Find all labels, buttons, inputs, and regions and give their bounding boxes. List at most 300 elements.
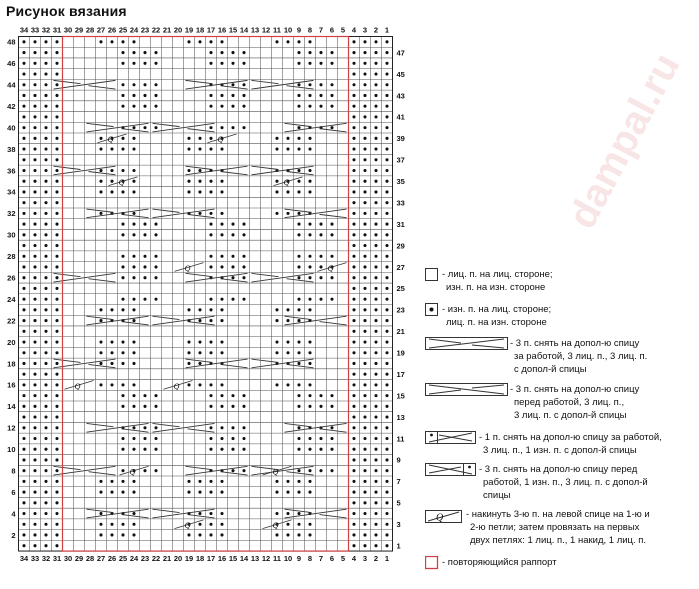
purl-dot (374, 437, 377, 440)
purl-dot (55, 448, 58, 451)
row-number-right: 25 (396, 284, 405, 294)
purl-dot (242, 448, 245, 451)
purl-dot (352, 416, 355, 419)
purl-dot (363, 212, 366, 215)
purl-dot (33, 212, 36, 215)
purl-dot (308, 190, 311, 193)
purl-dot (55, 491, 58, 494)
purl-dot (33, 523, 36, 526)
purl-dot (352, 533, 355, 536)
purl-dot (374, 244, 377, 247)
purl-dot (143, 405, 146, 408)
purl-dot (44, 351, 47, 354)
purl-dot (220, 190, 223, 193)
purl-dot (374, 276, 377, 279)
purl-dot (33, 51, 36, 54)
column-number-bottom: 17 (206, 554, 216, 564)
purl-dot (385, 83, 388, 86)
purl-dot (44, 383, 47, 386)
purl-dot (374, 115, 377, 118)
purl-dot (121, 394, 124, 397)
purl-dot (352, 287, 355, 290)
purl-dot (352, 244, 355, 247)
purl-dot (286, 340, 289, 343)
purl-dot (209, 437, 212, 440)
purl-dot (330, 105, 333, 108)
purl-dot (330, 394, 333, 397)
purl-dot (55, 416, 58, 419)
legend-item-repeat (442, 556, 557, 569)
purl-dot (55, 383, 58, 386)
purl-dot (385, 287, 388, 290)
purl-dot (286, 491, 289, 494)
purl-dot (132, 137, 135, 140)
purl-dot (33, 126, 36, 129)
purl-dot (22, 362, 25, 365)
purl-dot (209, 105, 212, 108)
purl-dot (242, 426, 245, 429)
column-number-bottom: 21 (162, 554, 172, 564)
purl-dot (374, 533, 377, 536)
purl-dot (99, 351, 102, 354)
purl-dot (352, 233, 355, 236)
purl-dot (33, 83, 36, 86)
column-number-top: 14 (239, 25, 249, 35)
column-number-bottom: 27 (96, 554, 106, 564)
purl-dot (110, 308, 113, 311)
purl-dot (308, 276, 311, 279)
purl-dot (220, 405, 223, 408)
purl-dot (385, 255, 388, 258)
purl-dot (44, 51, 47, 54)
purl-dot (198, 491, 201, 494)
purl-dot (44, 405, 47, 408)
purl-dot (352, 544, 355, 547)
purl-dot (242, 276, 245, 279)
purl-dot (99, 533, 102, 536)
row-number-right: 1 (396, 541, 401, 551)
wrap-symbol: Q (272, 467, 279, 477)
purl-dot (55, 340, 58, 343)
purl-dot (132, 62, 135, 65)
purl-dot (242, 469, 245, 472)
purl-dot (231, 426, 234, 429)
purl-dot (22, 287, 25, 290)
purl-dot (363, 180, 366, 183)
purl-dot (55, 469, 58, 472)
purl-dot (363, 362, 366, 365)
purl-dot (44, 426, 47, 429)
purl-dot (330, 469, 333, 472)
purl-dot (132, 319, 135, 322)
purl-dot (385, 533, 388, 536)
purl-dot (33, 265, 36, 268)
row-number-left: 40 (7, 123, 16, 133)
purl-dot (121, 437, 124, 440)
purl-dot (308, 362, 311, 365)
purl-dot (33, 201, 36, 204)
purl-dot (319, 51, 322, 54)
purl-dot (352, 426, 355, 429)
purl-dot (374, 190, 377, 193)
purl-dot (209, 405, 212, 408)
purl-dot (297, 405, 300, 408)
purl-dot (33, 72, 36, 75)
purl-dot (22, 190, 25, 193)
purl-dot (385, 169, 388, 172)
purl-dot (121, 383, 124, 386)
purl-dot (363, 491, 366, 494)
purl-dot (330, 437, 333, 440)
purl-dot (22, 223, 25, 226)
purl-dot (22, 148, 25, 151)
purl-dot (132, 180, 135, 183)
purl-dot (352, 437, 355, 440)
legend-line: - 3 п. снять на допол-ю спицу перед (479, 464, 638, 475)
purl-dot (198, 351, 201, 354)
purl-dot (121, 351, 124, 354)
purl-dot (99, 491, 102, 494)
purl-dot (22, 244, 25, 247)
row-number-right: 43 (396, 91, 405, 101)
purl-dot (385, 330, 388, 333)
purl-dot (352, 340, 355, 343)
purl-dot (374, 212, 377, 215)
wrap-symbol: Q (184, 263, 191, 273)
purl-dot (132, 255, 135, 258)
purl-dot (297, 94, 300, 97)
purl-dot (363, 244, 366, 247)
purl-dot (363, 330, 366, 333)
column-number-bottom: 31 (52, 554, 62, 564)
purl-dot (121, 255, 124, 258)
column-number-top: 3 (362, 25, 368, 35)
purl-dot (55, 308, 58, 311)
purl-dot (143, 94, 146, 97)
purl-dot (33, 340, 36, 343)
purl-dot (374, 40, 377, 43)
purl-dot (385, 394, 388, 397)
purl-dot (143, 105, 146, 108)
purl-dot (209, 319, 212, 322)
purl-dot (209, 223, 212, 226)
purl-dot (363, 126, 366, 129)
purl-dot (374, 512, 377, 515)
purl-dot (55, 437, 58, 440)
purl-dot (352, 298, 355, 301)
purl-dot (363, 255, 366, 258)
purl-dot (132, 351, 135, 354)
purl-dot (55, 62, 58, 65)
row-number-right: 23 (396, 305, 405, 315)
purl-dot (352, 190, 355, 193)
purl-dot (198, 148, 201, 151)
purl-dot (363, 437, 366, 440)
purl-dot (143, 298, 146, 301)
purl-dot (242, 223, 245, 226)
purl-dot (363, 469, 366, 472)
column-number-top: 34 (19, 25, 29, 35)
column-number-bottom: 4 (351, 554, 357, 564)
purl-dot (99, 308, 102, 311)
purl-dot (385, 351, 388, 354)
legend-line: перед работой, 3 лиц. п., (514, 397, 625, 408)
purl-dot (198, 480, 201, 483)
purl-dot (154, 405, 157, 408)
purl-dot (22, 233, 25, 236)
purl-dot (99, 480, 102, 483)
purl-dot (297, 340, 300, 343)
purl-dot (385, 244, 388, 247)
purl-dot (363, 298, 366, 301)
purl-dot (187, 308, 190, 311)
wrap-symbol: Q (74, 381, 81, 391)
purl-dot (363, 544, 366, 547)
purl-dot (374, 544, 377, 547)
row-number-left: 8 (11, 466, 16, 476)
purl-dot (198, 319, 201, 322)
purl-dot (352, 51, 355, 54)
purl-dot (374, 169, 377, 172)
purl-dot (220, 448, 223, 451)
purl-dot (385, 437, 388, 440)
purl-dot (44, 137, 47, 140)
purl-dot (22, 394, 25, 397)
purl-dot (297, 480, 300, 483)
purl-dot (275, 308, 278, 311)
purl-dot (132, 223, 135, 226)
purl-dot (220, 40, 223, 43)
purl-dot (308, 169, 311, 172)
column-number-bottom: 14 (239, 554, 249, 564)
purl-dot (22, 501, 25, 504)
purl-dot (33, 416, 36, 419)
legend-line: - 3 п. снять на допол-ю спицу (510, 384, 640, 395)
purl-dot (33, 501, 36, 504)
purl-dot (44, 491, 47, 494)
purl-dot (352, 523, 355, 526)
purl-dot (44, 126, 47, 129)
purl-dot (220, 105, 223, 108)
purl-dot (99, 512, 102, 515)
purl-dot (297, 394, 300, 397)
column-number-bottom: 28 (85, 554, 95, 564)
page-title: Рисунок вязания (6, 3, 127, 19)
purl-dot (55, 298, 58, 301)
legend-line: изн. п. на изн. стороне (446, 282, 546, 293)
purl-dot (143, 51, 146, 54)
legend-line: 2-ю петли; затем провязать на первых (470, 522, 640, 533)
purl-dot (22, 265, 25, 268)
purl-dot (55, 351, 58, 354)
purl-dot (308, 233, 311, 236)
purl-dot (99, 40, 102, 43)
purl-dot (352, 255, 355, 258)
purl-dot (132, 394, 135, 397)
purl-dot (187, 351, 190, 354)
purl-dot (143, 233, 146, 236)
purl-dot (209, 394, 212, 397)
purl-dot (352, 72, 355, 75)
purl-dot (385, 319, 388, 322)
row-number-right: 29 (396, 241, 405, 251)
purl-dot (33, 233, 36, 236)
purl-dot (297, 298, 300, 301)
legend-line: - накинуть 3-ю п. на левой спице на 1-ю и (466, 509, 650, 520)
purl-dot (44, 544, 47, 547)
purl-dot (55, 233, 58, 236)
purl-dot (33, 40, 36, 43)
purl-dot (385, 544, 388, 547)
purl-dot (44, 276, 47, 279)
purl-dot (55, 533, 58, 536)
purl-dot (110, 533, 113, 536)
purl-dot (121, 308, 124, 311)
purl-dot (22, 544, 25, 547)
purl-dot (209, 308, 212, 311)
purl-dot (110, 480, 113, 483)
purl-dot (220, 340, 223, 343)
purl-dot (33, 330, 36, 333)
purl-dot (33, 105, 36, 108)
purl-dot (55, 148, 58, 151)
purl-dot (209, 94, 212, 97)
purl-dot (363, 383, 366, 386)
purl-dot (319, 405, 322, 408)
row-number-left: 18 (7, 359, 16, 369)
purl-dot (110, 169, 113, 172)
purl-dot (231, 233, 234, 236)
purl-dot (209, 383, 212, 386)
row-number-right: 21 (396, 327, 405, 337)
row-number-right: 39 (396, 134, 405, 144)
purl-dot (374, 480, 377, 483)
purl-dot (231, 62, 234, 65)
purl-dot (374, 491, 377, 494)
purl-dot (297, 308, 300, 311)
purl-dot (209, 212, 212, 215)
purl-dot (374, 394, 377, 397)
row-number-right: 31 (396, 219, 405, 229)
purl-dot (319, 233, 322, 236)
purl-dot (297, 190, 300, 193)
column-number-bottom: 19 (184, 554, 194, 564)
row-number-left: 42 (7, 101, 16, 111)
column-number-top: 33 (30, 25, 40, 35)
purl-dot (44, 373, 47, 376)
purl-dot (22, 373, 25, 376)
purl-dot (44, 148, 47, 151)
purl-dot (121, 491, 124, 494)
purl-dot (209, 340, 212, 343)
column-number-top: 26 (107, 25, 117, 35)
column-number-top: 11 (273, 25, 281, 35)
purl-dot (209, 255, 212, 258)
purl-dot (374, 458, 377, 461)
purl-dot (363, 115, 366, 118)
purl-dot (363, 223, 366, 226)
purl-dot (286, 212, 289, 215)
row-number-left: 24 (7, 294, 16, 304)
purl-dot (231, 51, 234, 54)
purl-dot (231, 405, 234, 408)
legend-item-knit (442, 268, 553, 294)
purl-dot (352, 62, 355, 65)
column-number-top: 1 (384, 25, 390, 35)
column-number-bottom: 30 (63, 554, 73, 564)
purl-dot (297, 448, 300, 451)
purl-dot (275, 40, 278, 43)
purl-dot (44, 308, 47, 311)
purl-dot (55, 105, 58, 108)
purl-dot (33, 190, 36, 193)
purl-dot (319, 437, 322, 440)
purl-dot (121, 148, 124, 151)
purl-dot (352, 105, 355, 108)
purl-dot (198, 40, 201, 43)
purl-dot (385, 426, 388, 429)
purl-dot (297, 383, 300, 386)
purl-dot (319, 94, 322, 97)
purl-dot (33, 512, 36, 515)
column-number-bottom: 1 (384, 554, 390, 564)
purl-dot (308, 340, 311, 343)
purl-dot (99, 362, 102, 365)
purl-dot (132, 233, 135, 236)
purl-dot (44, 83, 47, 86)
purl-dot (242, 405, 245, 408)
purl-dot (308, 255, 311, 258)
purl-dot (33, 115, 36, 118)
dot-square-icon (425, 303, 439, 317)
purl-dot (110, 40, 113, 43)
purl-dot (209, 40, 212, 43)
purl-dot (33, 308, 36, 311)
column-number-bottom: 9 (296, 554, 302, 564)
purl-dot (352, 362, 355, 365)
purl-dot (154, 394, 157, 397)
purl-dot (242, 83, 245, 86)
purl-dot (121, 105, 124, 108)
purl-dot (220, 480, 223, 483)
legend-item-cable-front (510, 383, 639, 422)
row-number-left: 30 (7, 230, 16, 240)
purl-dot (220, 126, 223, 129)
purl-dot (286, 190, 289, 193)
purl-dot (308, 148, 311, 151)
purl-dot (385, 416, 388, 419)
row-number-left: 14 (7, 402, 16, 412)
row-number-left: 32 (7, 209, 16, 219)
column-number-top: 12 (261, 25, 271, 35)
purl-dot (297, 40, 300, 43)
purl-dot (385, 190, 388, 193)
purl-dot (132, 512, 135, 515)
row-number-left: 6 (11, 487, 16, 497)
column-number-bottom: 11 (273, 554, 281, 564)
purl-dot (308, 480, 311, 483)
purl-dot (286, 533, 289, 536)
repeat-box-icon (425, 556, 439, 570)
purl-dot (352, 330, 355, 333)
purl-dot (374, 180, 377, 183)
purl-dot (297, 265, 300, 268)
purl-dot (132, 405, 135, 408)
purl-dot (363, 448, 366, 451)
purl-dot (44, 512, 47, 515)
purl-dot (242, 255, 245, 258)
purl-dot (363, 287, 366, 290)
